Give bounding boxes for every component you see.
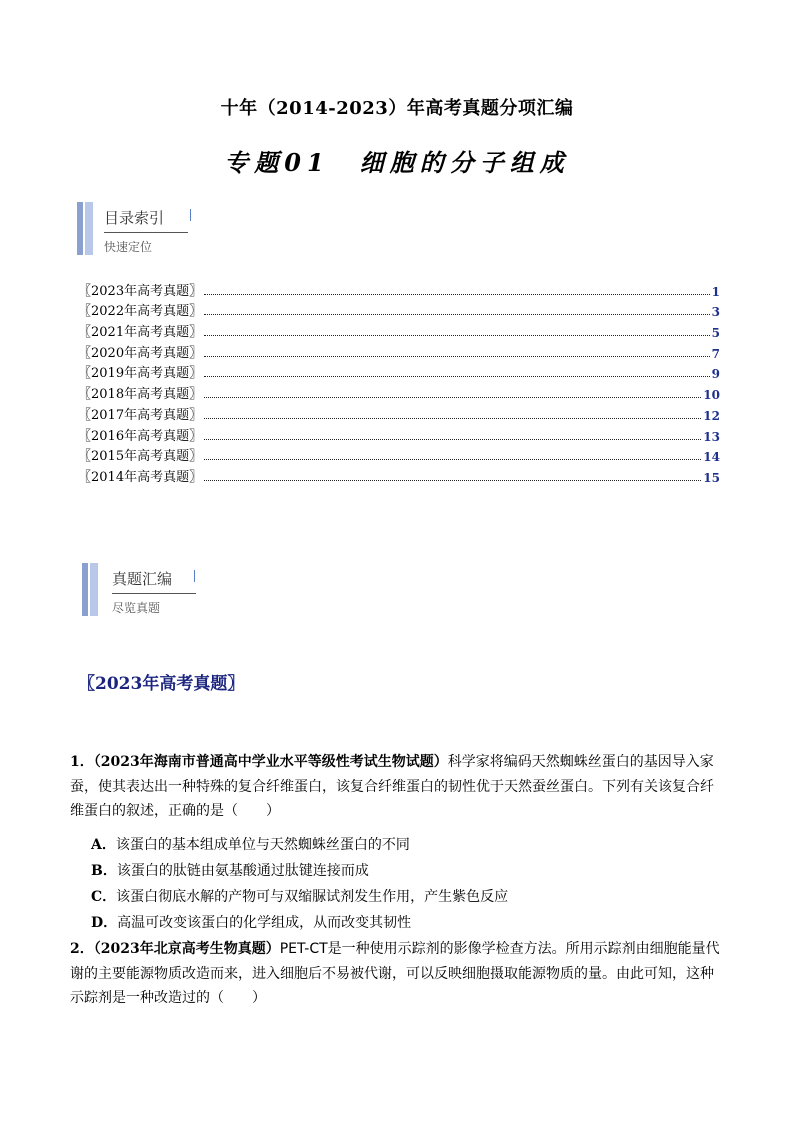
section-bar (85, 202, 93, 255)
toc-leader (204, 376, 710, 377)
toc-leader (204, 459, 701, 460)
exam-section-subtitle: 尽览真题 (112, 601, 161, 615)
toc-section-title: 目录索引 (104, 209, 165, 227)
section-bar (77, 202, 83, 255)
option-d[interactable] (91, 912, 411, 932)
toc-entry-page: 3 (711, 305, 720, 320)
exam-section-title: 真题汇编 (112, 570, 173, 588)
toc-entry[interactable] (78, 319, 720, 340)
toc-entry[interactable] (78, 423, 720, 444)
exam-section-header (82, 563, 222, 618)
question-source: （2023年北京高考生物真题） (93, 941, 280, 957)
toc-entry[interactable] (78, 361, 720, 382)
toc-entry-label: 〖2018年高考真题〗 (78, 387, 203, 403)
section-bar (90, 563, 98, 616)
toc-entry-page: 15 (703, 470, 720, 485)
toc-entry-label: 〖2016年高考真题〗 (78, 428, 203, 444)
option-key: D． (91, 915, 118, 931)
table-of-contents (78, 278, 720, 485)
toc-entry-page: 7 (711, 346, 720, 361)
toc-entry[interactable] (78, 299, 720, 320)
option-b[interactable] (91, 860, 369, 880)
option-key: C． (91, 889, 117, 905)
toc-leader (204, 356, 710, 357)
toc-entry-page: 10 (703, 388, 720, 403)
question-number: 2． (70, 941, 94, 957)
toc-entry-label: 〖2019年高考真题〗 (78, 366, 203, 382)
cursor-mark (194, 570, 195, 582)
option-text: 该蛋白彻底水解的产物可与双缩脲试剂发生作用，产生紫色反应 (116, 889, 509, 905)
cursor-mark (190, 209, 191, 221)
toc-entry[interactable] (78, 381, 720, 402)
toc-entry-label: 〖2015年高考真题〗 (78, 449, 203, 465)
toc-leader (204, 397, 701, 398)
toc-leader (204, 294, 710, 295)
question-number: 1． (70, 754, 94, 770)
question-2 (70, 937, 720, 1011)
toc-entry-label: 〖2023年高考真题〗 (78, 283, 203, 299)
toc-section-header (77, 202, 217, 257)
option-key: A． (91, 837, 116, 853)
option-key: B． (91, 863, 117, 879)
toc-entry[interactable] (78, 464, 720, 485)
toc-entry[interactable] (78, 444, 720, 465)
toc-entry-label: 〖2020年高考真题〗 (78, 345, 203, 361)
toc-entry-label: 〖2022年高考真题〗 (78, 304, 203, 320)
toc-entry-page: 14 (703, 450, 720, 465)
toc-entry-page: 13 (703, 429, 720, 444)
section-bar (82, 563, 88, 616)
toc-leader (204, 314, 710, 315)
toc-leader (204, 480, 701, 481)
toc-entry[interactable] (78, 402, 720, 423)
toc-leader (204, 335, 710, 336)
toc-entry[interactable] (78, 278, 720, 299)
toc-entry-label: 〖2021年高考真题〗 (78, 325, 203, 341)
section-rule (104, 232, 188, 233)
question-1 (70, 750, 720, 824)
option-text: 该蛋白的肽链由氨基酸通过肽键连接而成 (116, 863, 369, 879)
year-heading: 〖2023年高考真题〗 (78, 674, 245, 694)
option-a[interactable] (91, 834, 410, 854)
question-source: （2023年海南市普通高中学业水平等级性考试生物试题） (93, 754, 448, 770)
option-text: 高温可改变该蛋白的化学组成，从而改变其韧性 (117, 915, 412, 931)
toc-leader (204, 418, 701, 419)
question-text: 科学家将编码天然蜘蛛丝蛋白的基因导入家蚕，使其表达出一种特殊的复合纤维蛋白，该复合纤维蛋白的韧性优于天然蚕丝蛋白。下列有关该复合纤维蛋白的叙述，正确的是（ ） (70, 754, 714, 819)
toc-leader (204, 439, 701, 440)
question-text: PET-CT是一种使用示踪剂的影像学检查方法。所用示踪剂由细胞能量代谢的主要能源物质改造而来，进入细胞后不易被代谢，可以反映细胞摄取能源物质的量。由此可知，这种示踪剂是一种改造过的（ ） (70, 941, 720, 1006)
option-c[interactable] (91, 886, 508, 906)
document-title: 十年（2014-2023）年高考真题分项汇编 (220, 98, 574, 119)
toc-entry-page: 12 (703, 408, 720, 423)
toc-section-subtitle: 快速定位 (104, 240, 153, 254)
toc-entry-page: 5 (711, 326, 720, 341)
toc-entry-label: 〖2017年高考真题〗 (78, 407, 203, 423)
toc-entry-page: 1 (711, 284, 720, 299)
toc-entry[interactable] (78, 340, 720, 361)
section-rule (112, 593, 196, 594)
topic-title: 专题01 细胞的分子组成 (224, 148, 570, 177)
toc-entry-page: 9 (711, 367, 720, 382)
option-text: 该蛋白的基本组成单位与天然蜘蛛丝蛋白的不同 (115, 837, 410, 853)
toc-entry-label: 〖2014年高考真题〗 (78, 469, 203, 485)
